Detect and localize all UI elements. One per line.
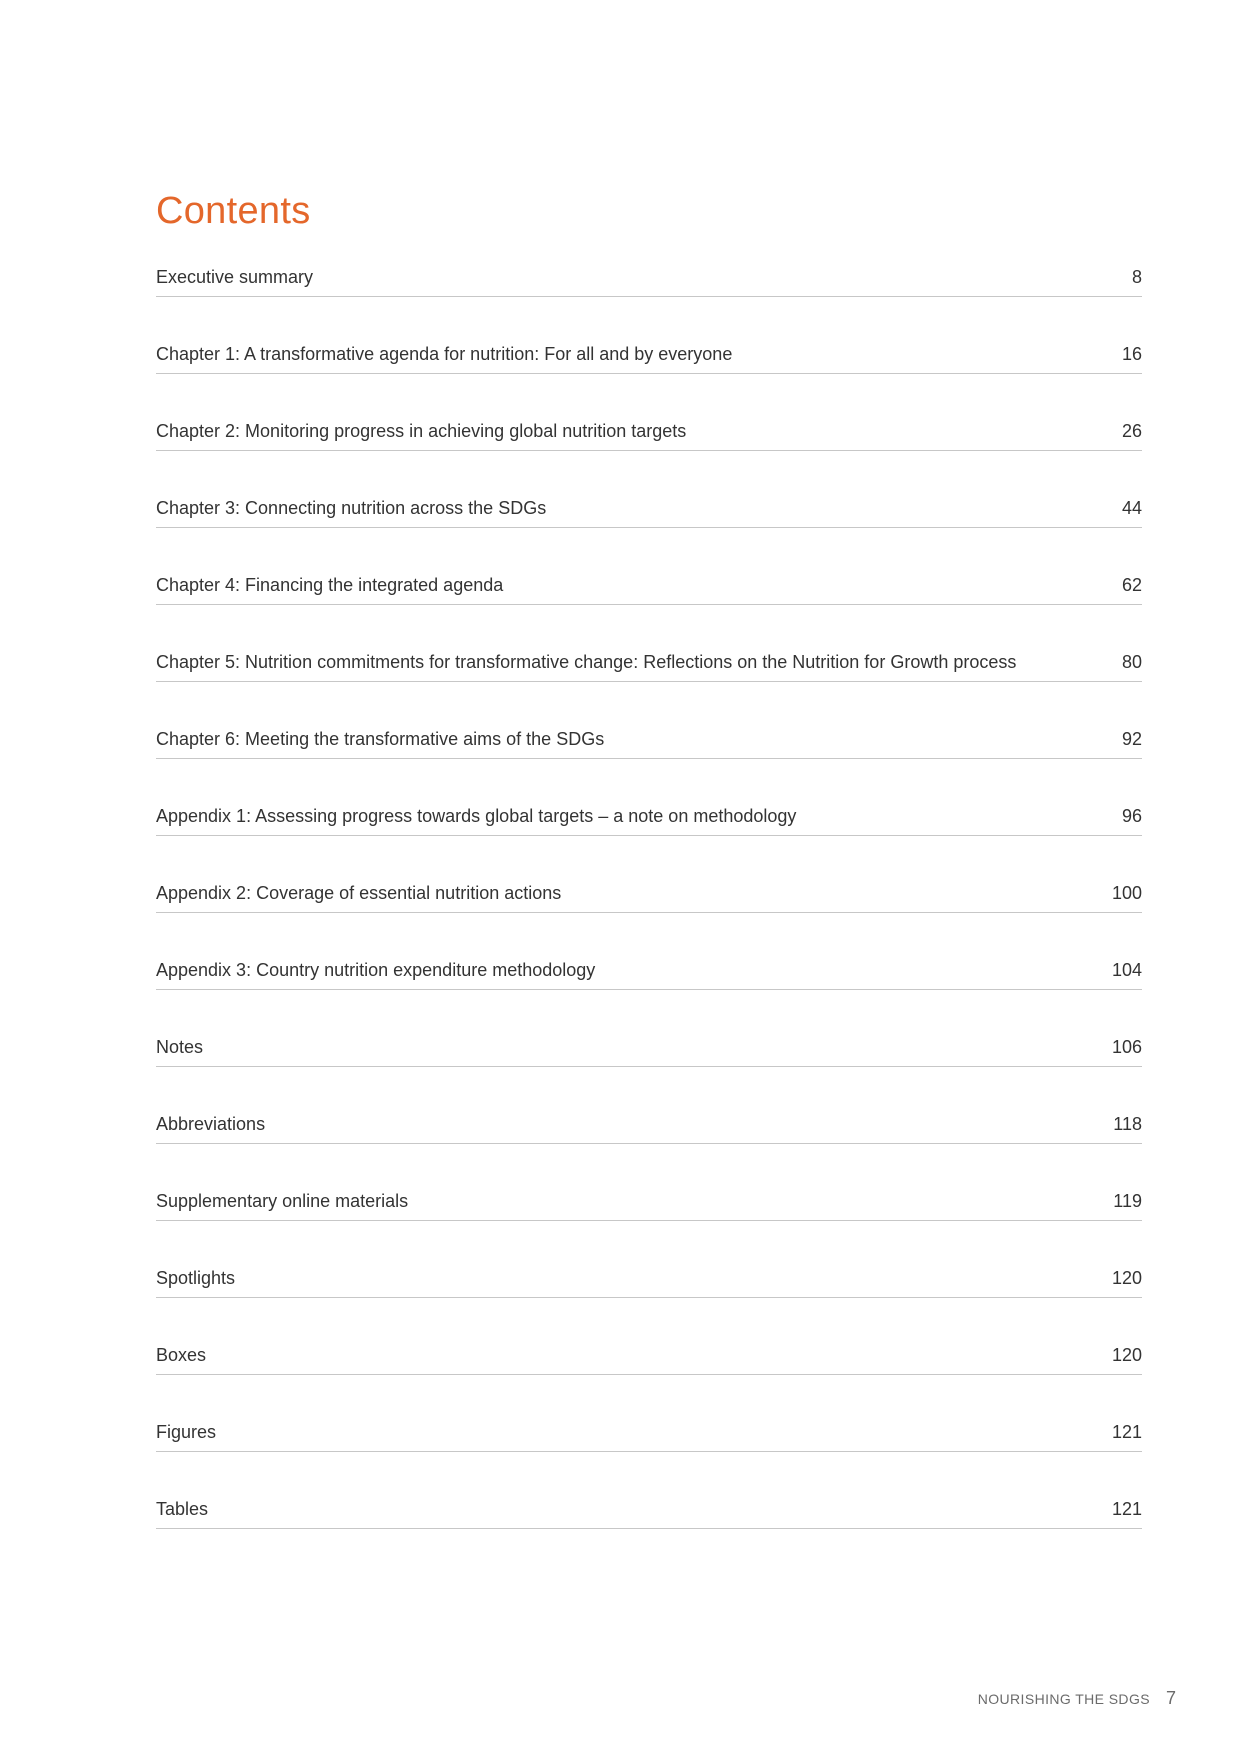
toc-entry-page: 104 (1111, 960, 1142, 980)
toc-entry-label: Appendix 1: Assessing progress towards global targets – a note on methodology (156, 806, 797, 826)
toc-row-chapter-2[interactable] (156, 374, 1142, 451)
toc-entry-label: Appendix 3: Country nutrition expenditure methodology (156, 960, 596, 980)
toc-entry-page: 121 (1111, 1422, 1142, 1442)
toc-entry-page: 120 (1111, 1268, 1142, 1288)
toc-entry-label: Chapter 6: Meeting the transformative aims of the SDGs (156, 729, 605, 749)
toc-row-appendix-2[interactable] (156, 836, 1142, 913)
toc-entry-label: Tables (156, 1499, 209, 1519)
toc-row-boxes[interactable] (156, 1298, 1142, 1375)
running-title: NOURISHING THE SDGS (977, 1691, 1150, 1707)
toc-entry-label: Spotlights (156, 1268, 236, 1288)
toc-entry-page: 119 (1113, 1191, 1142, 1211)
toc-row-supplementary-materials[interactable] (156, 1144, 1142, 1221)
toc-entry-page: 118 (1113, 1114, 1142, 1134)
toc-entry-label: Boxes (156, 1345, 207, 1365)
toc-entry-page: 100 (1111, 883, 1142, 903)
toc-entry-page: 62 (1121, 575, 1142, 595)
toc-entry-page: 16 (1121, 344, 1142, 364)
toc-row-notes[interactable] (156, 990, 1142, 1067)
toc-entry-label: Chapter 4: Financing the integrated agenda (156, 575, 504, 595)
toc-entry-label: Figures (156, 1422, 217, 1442)
page-number: 7 (1165, 1688, 1176, 1708)
toc-entry-page: 8 (1131, 267, 1142, 287)
toc-entry-label: Supplementary online materials (156, 1191, 409, 1211)
toc-entry-label: Executive summary (156, 267, 314, 287)
toc-entry-label: Appendix 2: Coverage of essential nutrition actions (156, 883, 562, 903)
toc-row-chapter-6[interactable] (156, 682, 1142, 759)
toc-entry-label: Chapter 3: Connecting nutrition across the SDGs (156, 498, 547, 518)
toc-entry-page: 120 (1111, 1345, 1142, 1365)
page-title: Contents (156, 190, 311, 232)
toc-entry-page: 92 (1121, 729, 1142, 749)
toc-row-tables[interactable] (156, 1452, 1142, 1529)
toc-entry-label: Abbreviations (156, 1114, 266, 1134)
table-of-contents (156, 258, 1142, 1529)
toc-row-abbreviations[interactable] (156, 1067, 1142, 1144)
toc-row-figures[interactable] (156, 1375, 1142, 1452)
toc-row-appendix-3[interactable] (156, 913, 1142, 990)
toc-entry-page: 96 (1121, 806, 1142, 826)
toc-row-chapter-3[interactable] (156, 451, 1142, 528)
toc-divider (156, 1528, 1142, 1529)
toc-entry-label: Chapter 2: Monitoring progress in achieving global nutrition targets (156, 421, 687, 441)
toc-entry-page: 106 (1111, 1037, 1142, 1057)
toc-entry-page: 121 (1111, 1499, 1142, 1519)
toc-entry-page: 80 (1121, 652, 1142, 672)
toc-entry-page: 44 (1121, 498, 1142, 518)
toc-entry-label: Chapter 1: A transformative agenda for nutrition: For all and by everyone (156, 344, 733, 364)
toc-row-chapter-1[interactable] (156, 297, 1142, 374)
toc-row-executive-summary[interactable] (156, 258, 1142, 297)
toc-entry-page: 26 (1121, 421, 1142, 441)
toc-entry-label: Chapter 5: Nutrition commitments for transformative change: Reflections on the Nutrition for Growth process (156, 652, 1017, 672)
toc-row-chapter-5[interactable] (156, 605, 1142, 682)
toc-row-chapter-4[interactable] (156, 528, 1142, 605)
toc-row-appendix-1[interactable] (156, 759, 1142, 836)
toc-row-spotlights[interactable] (156, 1221, 1142, 1298)
toc-entry-label: Notes (156, 1037, 204, 1057)
page-footer (978, 1688, 1176, 1709)
